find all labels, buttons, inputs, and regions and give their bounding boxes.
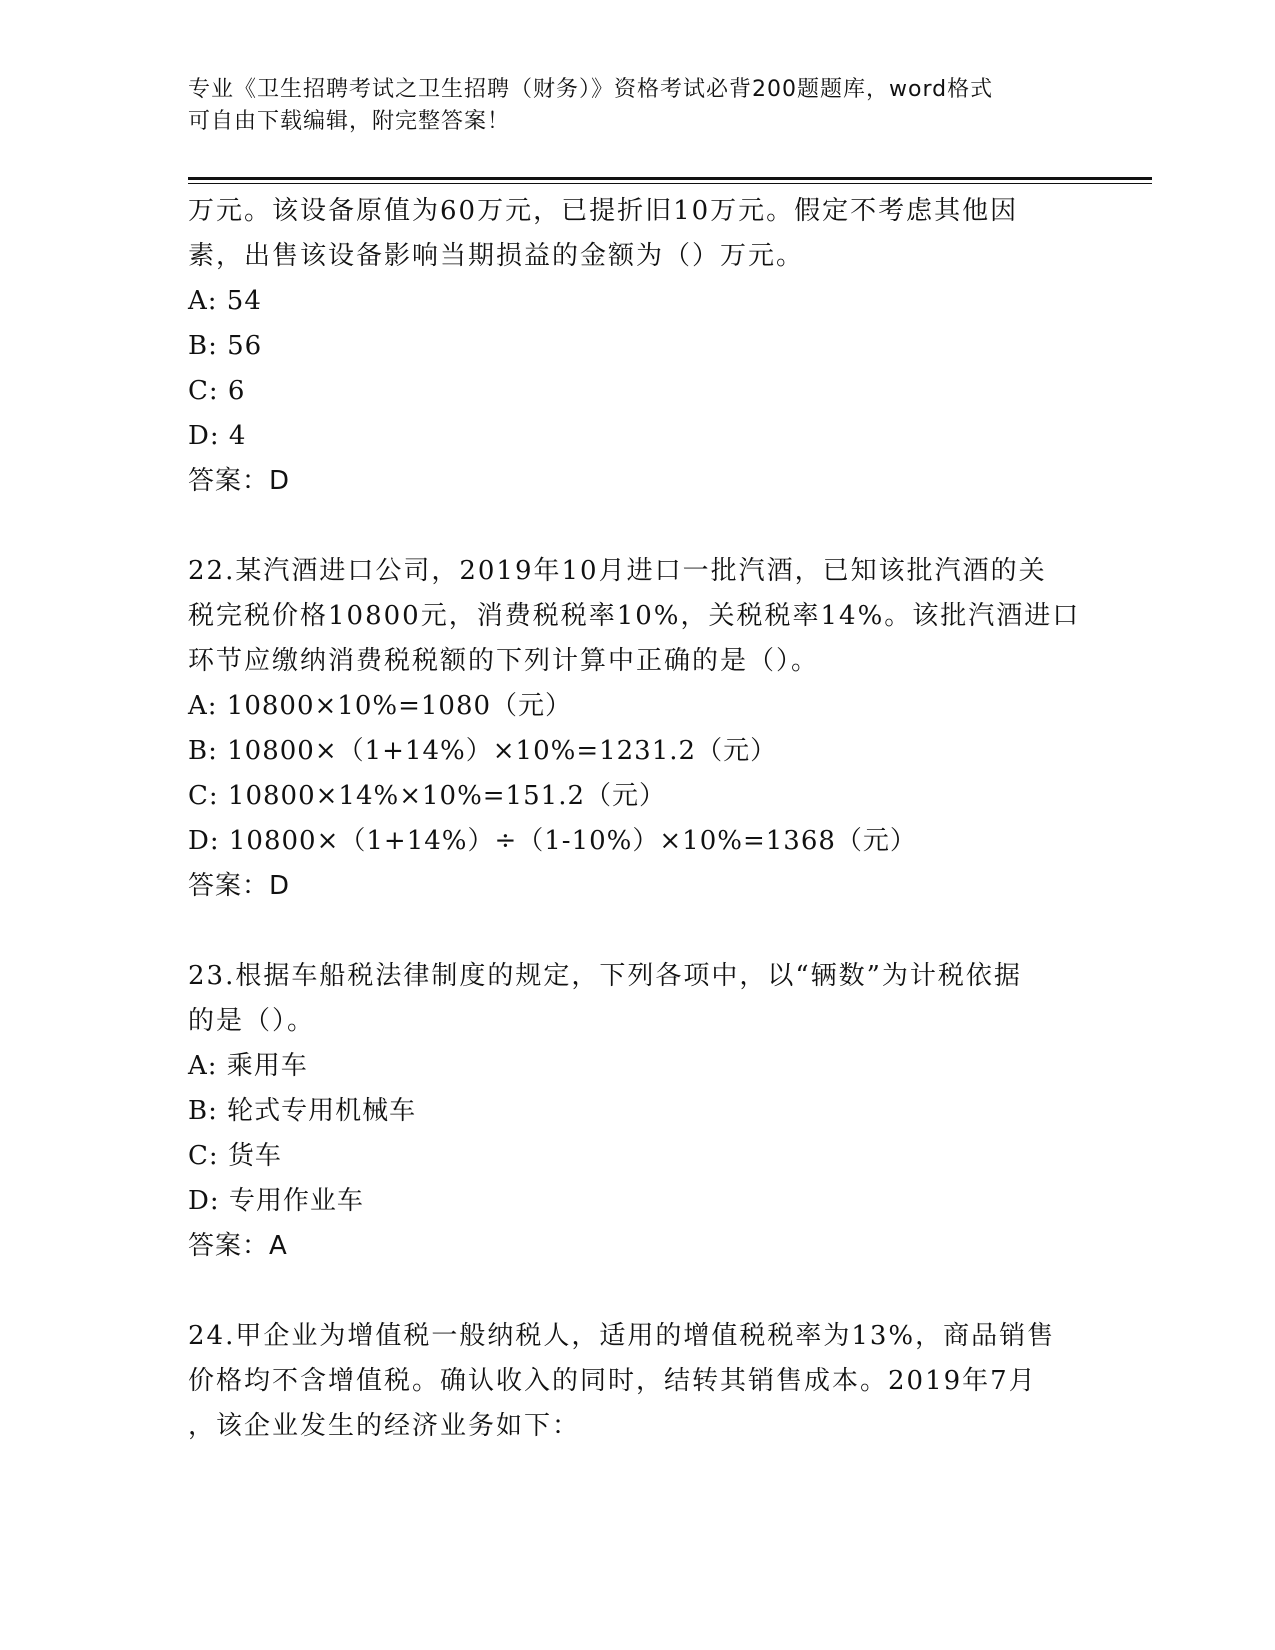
question-text-line: 万元。该设备原值为60万元，已提折旧10万元。假定不考虑其他因 [188, 196, 1019, 226]
answer-line: 答案：A [188, 1231, 288, 1261]
question-text-line: 24.甲企业为增值税一般纳税人，适用的增值税税率为13%，商品销售 [188, 1321, 1056, 1351]
option-c: C: 10800×14%×10%=151.2（元） [188, 781, 666, 811]
question-text-line: 价格均不含增值税。确认收入的同时，结转其销售成本。2019年7月 [188, 1366, 1037, 1396]
question-22 [188, 549, 1088, 909]
option-a: A: 乘用车 [188, 1051, 308, 1081]
header-line-1: 专业《卫生招聘考试之卫生招聘（财务）》资格考试必背200题题库，word格式 [188, 77, 994, 102]
spacer [188, 909, 1088, 954]
question-text-line: 环节应缴纳消费税税额的下列计算中正确的是（）。 [188, 646, 820, 676]
spacer [188, 1269, 1088, 1314]
header-rule-thick [188, 177, 1152, 180]
document-body [188, 189, 1088, 1449]
option-b: B: 轮式专用机械车 [188, 1096, 417, 1126]
answer-line: 答案：D [188, 466, 291, 496]
option-b: B: 56 [188, 331, 263, 361]
option-c: C: 6 [188, 376, 246, 406]
question-text-line: 22.某汽酒进口公司，2019年10月进口一批汽酒，已知该批汽酒的关 [188, 556, 1047, 586]
option-c: C: 货车 [188, 1141, 282, 1171]
header-line-2: 可自由下载编辑，附完整答案！ [188, 109, 511, 134]
option-b: B: 10800×（1+14%）×10%=1231.2（元） [188, 736, 778, 766]
option-a: A: 10800×10%=1080（元） [188, 691, 573, 721]
question-text-line: 税完税价格10800元，消费税税率10%，关税税率14%。该批汽酒进口 [188, 601, 1081, 631]
header-rule-thin [188, 183, 1152, 184]
question-text-line: 23.根据车船税法律制度的规定，下列各项中，以“辆数”为计税依据 [188, 961, 1022, 991]
question-23 [188, 954, 1088, 1269]
question-text-line: ，该企业发生的经济业务如下： [188, 1411, 581, 1441]
option-d: D: 专用作业车 [188, 1186, 364, 1216]
option-d: D: 4 [188, 421, 247, 451]
question-text-line: 素，出售该设备影响当期损益的金额为（）万元。 [188, 241, 805, 271]
spacer [188, 504, 1088, 549]
document-header [188, 74, 1068, 138]
option-d: D: 10800×（1+14%）÷（1-10%）×10%=1368（元） [188, 826, 917, 856]
question-21 [188, 189, 1088, 504]
question-text-line: 的是（）。 [188, 1006, 316, 1036]
question-24 [188, 1314, 1088, 1449]
answer-line: 答案：D [188, 871, 291, 901]
option-a: A: 54 [188, 286, 262, 316]
